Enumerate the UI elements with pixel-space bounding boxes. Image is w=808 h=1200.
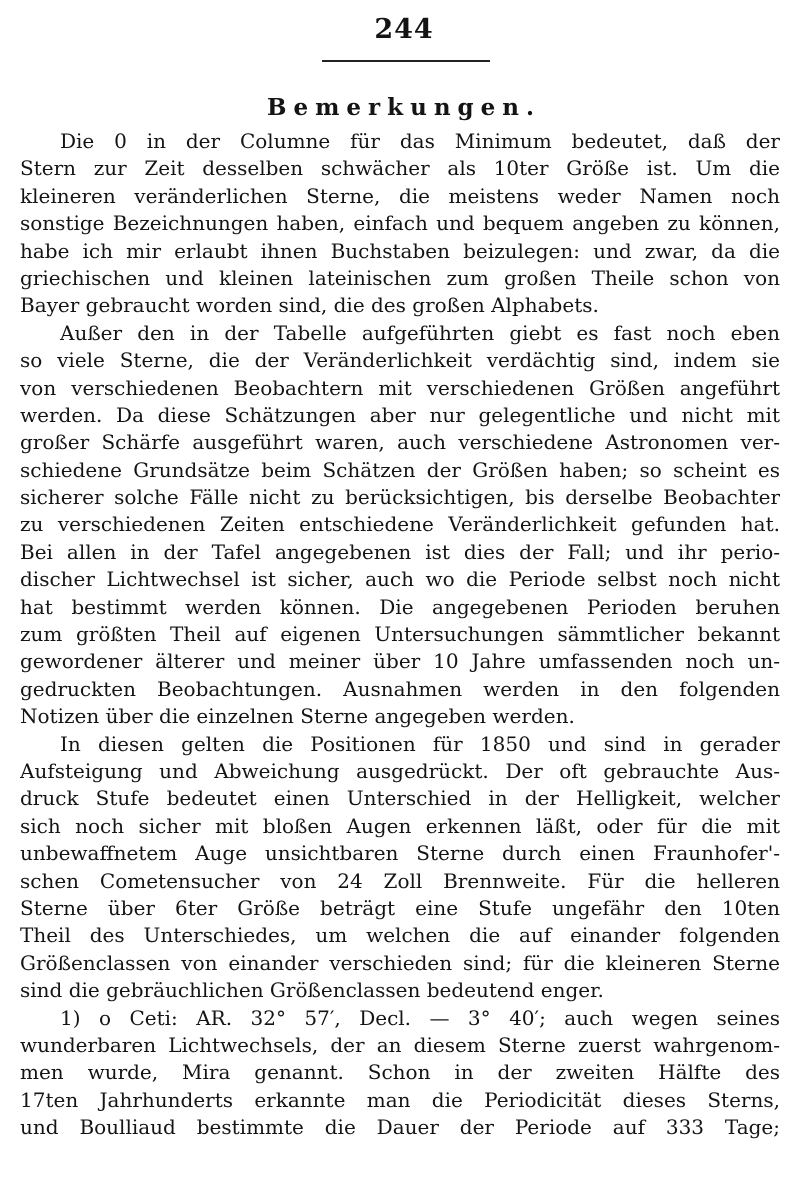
- text-line: so viele Sterne, die der Veränderlichkeit verdächtig sind, indem sie: [20, 348, 780, 373]
- text-line: Theil des Unterschiedes, um welchen die auf einander folgenden: [20, 923, 780, 948]
- text-line: Aufsteigung und Abweichung ausgedrückt. Der oft gebrauchte Aus-: [20, 758, 780, 783]
- text-line: Bei allen in der Tafel angegebenen ist dies der Fall; und ihr perio-: [20, 539, 780, 564]
- text-line: kleineren veränderlichen Sterne, die meistens weder Namen noch: [20, 183, 780, 208]
- text-line: Außer den in der Tabelle aufgeführten giebt es fast noch eben: [60, 320, 780, 345]
- text-line: gedruckten Beobachtungen. Ausnahmen werden in den folgenden: [20, 676, 780, 701]
- header-rule: [322, 60, 490, 62]
- text-line: Sterne über 6ter Größe beträgt eine Stufe ungefähr den 10ten: [20, 895, 780, 920]
- text-line: Die 0 in der Columne für das Minimum bedeutet, daß der: [60, 129, 780, 153]
- text-line: gewordener älterer und meiner über 10 Jahre umfassenden noch un-: [20, 649, 780, 674]
- body-text: [20, 128, 780, 1141]
- page-number: 244: [374, 14, 434, 45]
- text-line: großer Schärfe ausgeführt waren, auch verschiedene Astronomen ver-: [20, 430, 780, 455]
- text-line: Stern zur Zeit desselben schwächer als 10ter Größe ist. Um die: [20, 156, 780, 181]
- text-line: sicherer solche Fälle nicht zu berücksichtigen, bis derselbe Beobachter: [20, 485, 780, 510]
- text-line: Notizen über die einzelnen Sterne angegeben werden.: [20, 704, 575, 729]
- text-line: Größenclassen von einander verschieden sind; für die kleineren Sterne: [20, 950, 780, 975]
- text-line: sind die gebräuchlichen Größenclassen bedeutend enger.: [20, 978, 604, 1003]
- text-line: von verschiedenen Beobachtern mit verschiedenen Größen angeführt: [20, 375, 780, 400]
- text-line: zum größten Theil auf eigenen Untersuchungen sämmtlicher bekannt: [20, 622, 780, 647]
- text-line: schen Cometensucher von 24 Zoll Brennweite. Für die helleren: [20, 868, 780, 893]
- text-line: discher Lichtwechsel ist sicher, auch wo die Periode selbst noch nicht: [20, 567, 780, 592]
- section-heading: Bemerkungen.: [267, 94, 541, 121]
- text-line: und Boulliaud bestimmte die Dauer der Periode auf 333 Tage;: [20, 1115, 780, 1140]
- text-line: 17ten Jahrhunderts erkannte man die Periodicität dieses Sterns,: [20, 1087, 780, 1112]
- text-line: hat bestimmt werden können. Die angegebenen Perioden beruhen: [20, 594, 780, 619]
- text-line: habe ich mir erlaubt ihnen Buchstaben beizulegen: und zwar, da die: [20, 238, 780, 263]
- text-line: werden. Da diese Schätzungen aber nur gelegentliche und nicht mit: [20, 402, 780, 427]
- text-line: wunderbaren Lichtwechsels, der an diesem Sterne zuerst wahrgenom-: [20, 1032, 780, 1057]
- text-line: 1) o Ceti: AR. 32° 57′, Decl. — 3° 40′; auch wegen seines: [60, 1005, 780, 1030]
- text-line: druck Stufe bedeutet einen Unterschied in der Helligkeit, welcher: [20, 786, 780, 811]
- text-line: In diesen gelten die Positionen für 1850 und sind in gerader: [60, 731, 780, 756]
- text-line: men wurde, Mira genannt. Schon in der zweiten Hälfte des: [20, 1060, 780, 1085]
- text-line: Bayer gebraucht worden sind, die des großen Alphabets.: [20, 293, 599, 318]
- text-line: unbewaffnetem Auge unsichtbaren Sterne durch einen Fraunhofer'-: [20, 841, 780, 866]
- text-line: schiedene Grundsätze beim Schätzen der Größen haben; so scheint es: [20, 457, 780, 482]
- text-line: zu verschiedenen Zeiten entschiedene Veränderlichkeit gefunden hat.: [20, 512, 780, 537]
- text-line: sich noch sicher mit bloßen Augen erkennen läßt, oder für die mit: [20, 813, 780, 838]
- text-line: sonstige Bezeichnungen haben, einfach und bequem angeben zu können,: [20, 211, 780, 236]
- text-line: griechischen und kleinen lateinischen zum großen Theile schon von: [20, 265, 780, 290]
